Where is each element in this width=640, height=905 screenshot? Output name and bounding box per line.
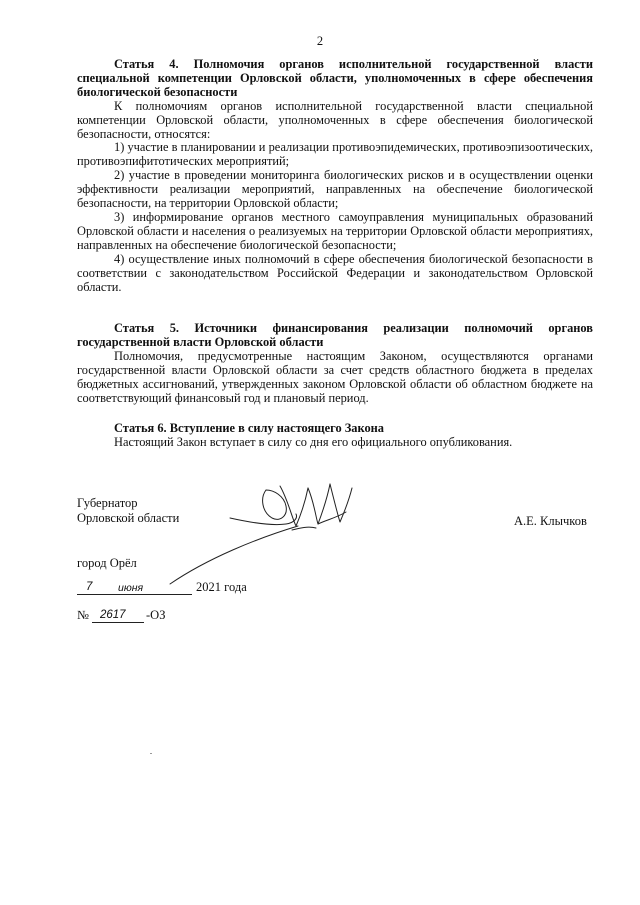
article-6-heading: Статья 6. Вступление в силу настоящего Закона <box>114 420 384 435</box>
article-5-text: Полномочия, предусмотренные настоящим Законом, осуществляются органами государственной власти Орловской области за счет средств областного бюджета в пределах бюджетных ассигнований, утвержденных законом Орловской области об областном бюджете на соответствующий финансовый год и плановый период. <box>77 349 593 405</box>
document-body <box>77 58 593 450</box>
governor-title-line1: Губернатор <box>77 496 138 510</box>
date-day: 7 <box>86 581 93 593</box>
page-number: 2 <box>316 34 324 48</box>
article-6-text: Настоящий Закон вступает в силу со дня его официального опубликования. <box>114 434 513 449</box>
number-sign: № <box>77 608 89 622</box>
article-5-heading: Статья 5. Источники финансирования реализации полномочий органов государственной власти Орловской области <box>77 321 593 350</box>
city-label: город Орёл <box>77 556 137 570</box>
article-4-item-3: 3) информирование органов местного самоуправления муниципальных образований Орловской области и населения о реализуемых на территории Орловской области мероприятиях, направленных на обеспечение биологической безопасности; <box>77 209 593 252</box>
article-4-heading: Статья 4. Полномочия органов исполнительной государственной власти специальной компетенции Орловской области, уполномоченных в сфере обеспечения биологической безопасности <box>77 57 593 99</box>
article-4-intro: К полномочиям органов исполнительной государственной власти специальной компетенции Орловской области, уполномоченных в сфере обеспечения биологической безопасности, относятся: <box>77 98 593 141</box>
article-4-item-4: 4) осуществление иных полномочий в сфере обеспечения биологической безопасности в соответствии с законодательством Российской Федерации и законодательством Орловской области. <box>77 251 593 294</box>
article-4-item-2: 2) участие в проведении мониторинга биологических рисков и в осуществлении оценки эффективности реализации мероприятий, направленных на обеспечение биологической безопасности, на территории Орловской области; <box>77 168 593 211</box>
number-underline <box>92 622 144 623</box>
law-number: 2617 <box>100 609 126 621</box>
governor-name: А.Е. Клычков <box>514 514 587 528</box>
scan-speck <box>150 753 152 754</box>
law-number-suffix: -ОЗ <box>146 608 166 622</box>
date-year: 2021 года <box>196 580 247 594</box>
governor-title-line2: Орловской области <box>77 511 180 525</box>
date-month: июня <box>118 582 144 594</box>
article-4-item-1: 1) участие в планировании и реализации противоэпидемических, противоэпизоотических, противоэпифитотических мероприятий; <box>77 140 593 169</box>
handwritten-signature <box>168 478 368 588</box>
